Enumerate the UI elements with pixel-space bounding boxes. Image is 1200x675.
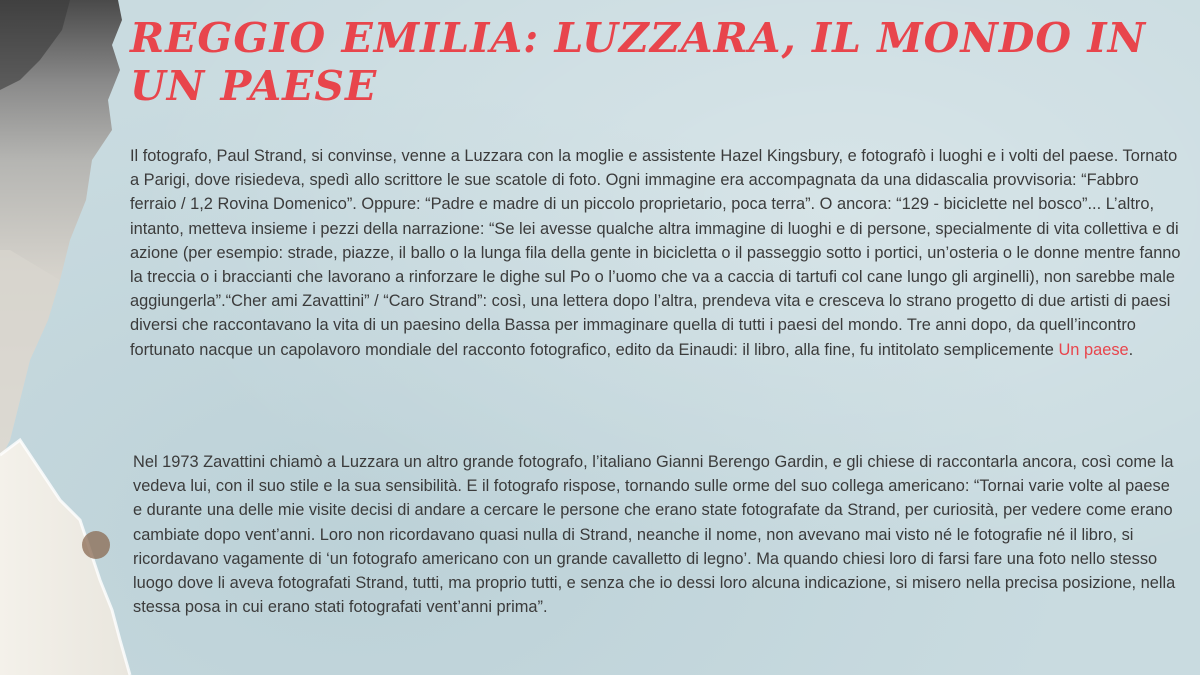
paragraph-berengo-gardin: Nel 1973 Zavattini chiamò a Luzzara un altro grande fotografo, l’italiano Gianni Berengo Gardin, e gli chiese di raccontarla ancora, così come la vedeva lui, con il suo stile e la sua sensibilità. E il fotografo rispose, tornando sulle orme del suo collega americano: “Tornai varie volte al paese e durante una delle mie visite decisi di andare a cercare le persone che erano state fotografate da Strand, per curiosità, per vedere come erano cambiate dopo vent’anni. Loro non ricordavano quasi nulla di Strand, neanche il nome, non avevano mai visto né le fotografie né il libro, si ricordavano vagamente di ‘un fotografo americano con un grande cavalletto di legno’. Ma quando chiesi loro di farsi fare una foto nello stesso luogo dove li aveva fotografati Strand, tutti, ma proprio tutti, e senza che io dessi loro alcuna indicazione, si misero nella precisa posizione, nella stessa posa in cui erano stati fotografati vent’anni prima”. [133, 453, 1176, 617]
un-paese-link[interactable]: Un paese [1058, 340, 1129, 359]
page-title: REGGIO EMILIA: LUZZARA, IL MONDO IN UN PAESE [130, 14, 1147, 110]
paragraph-strand-end: . [1128, 340, 1134, 359]
paragraph-strand-text: Il fotografo, Paul Strand, si convinse, venne a Luzzara con la moglie e assistente Hazel Kingsbury, e fotografò i luoghi e i volti del paese. Tornato a Parigi, dove risiedeva, spedì allo scrittore le sue scatole di foto. Ogni immagine era accompagnata da una didascalia provvisoria: “Fabbro ferraio / 1,2 Rovina Domenico”. Oppure: “Padre e madre di un piccolo proprietario, poca terra”. O ancora: “129 - biciclette nel bosco”... L’altro, intanto, metteva insieme i pezzi della narrazione: “Se lei avesse qualche altra immagine di luoghi e di persone, specialmente di vita collettiva e di azione (per esempio: strade, piazze, il ballo o la lunga fila della gente in bicicletta o il passeggio sotto i portici, un’osteria o le donne mentre fanno la treccia o i braccianti che lavorano a rinforzare le dighe sul Po o l’uomo che va a caccia di tartufi col cane lungo gli arginelli), non sarebbe male aggiungerla”.“Cher ami Zavattini” / “Caro Strand”: così, una lettera dopo l’altra, prendeva vita e cresceva lo strano progetto di due artisti di paesi diversi che raccontavano la vita di un paesino della Bassa per immaginare quella di tutti i paesi del mondo. Tre anni dopo, da quell’incontro fortunato nacque un capolavoro mondiale del racconto fotografico, edito da Einaudi: il libro, alla fine, fu intitolato semplicemente [130, 147, 1181, 359]
paragraph-strand [130, 144, 1188, 362]
